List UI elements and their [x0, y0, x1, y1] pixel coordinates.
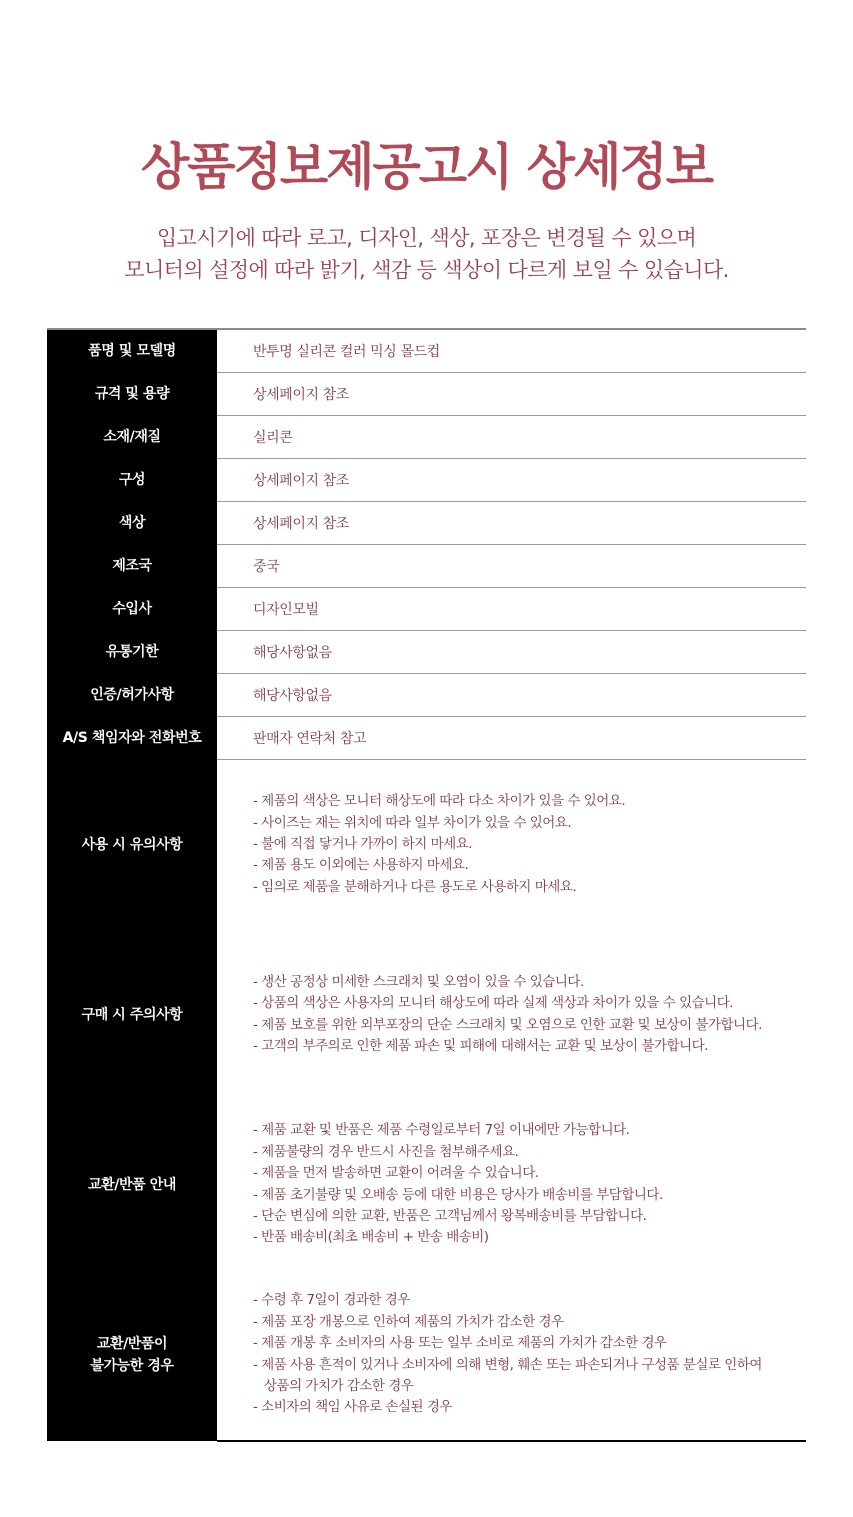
row-value: 상세페이지 참조 — [217, 373, 806, 416]
table-row — [47, 717, 806, 760]
table-row — [47, 373, 806, 416]
row-value: 상세페이지 참조 — [217, 502, 806, 545]
row-label: 인증/허가사항 — [47, 674, 217, 717]
row-label: 소재/재질 — [47, 416, 217, 459]
row-label: 구성 — [47, 459, 217, 502]
row-label: 제조국 — [47, 545, 217, 588]
exchange-unavailable-label-line-1: 교환/반품이 — [96, 1336, 168, 1352]
list-item: - 소비자의 책임 사유로 손실된 경우 — [253, 1399, 452, 1416]
table-row — [47, 502, 806, 545]
list-item: 상품의 가치가 감소한 경우 — [264, 1377, 414, 1394]
list-item: - 제품을 먼저 발송하면 교환이 어려울 수 있습니다. — [253, 1165, 539, 1182]
exchange-guide-list — [217, 1100, 806, 1270]
product-info-table — [47, 328, 806, 1442]
row-value: 판매자 연락처 참고 — [217, 717, 806, 760]
table-row — [47, 416, 806, 459]
row-label: 규격 및 용량 — [47, 373, 217, 416]
usage-notes-row — [47, 760, 806, 930]
notice-subtitle — [0, 222, 853, 286]
exchange-unavailable-label-line-2: 불가능한 경우 — [90, 1358, 174, 1374]
row-value: 반투명 실리콘 컬러 믹싱 몰드컵 — [217, 329, 806, 373]
list-item: - 생산 공정상 미세한 스크래치 및 오염이 있을 수 있습니다. — [253, 973, 584, 990]
list-item: - 사이즈는 재는 위치에 따라 일부 차이가 있을 수 있어요. — [253, 814, 572, 831]
list-item: - 제품의 색상은 모니터 해상도에 따라 다소 차이가 있을 수 있어요. — [253, 793, 626, 810]
list-item: - 제품 사용 흔적이 있거나 소비자에 의해 변형, 훼손 또는 파손되거나 구성품 분실로 인하여 — [253, 1356, 762, 1373]
usage-notes-label: 사용 시 유의사항 — [47, 760, 217, 930]
list-item: - 제품 초기불량 및 오배송 등에 대한 비용은 당사가 배송비를 부담합니다. — [253, 1186, 663, 1203]
list-item: - 상품의 색상은 사용자의 모니터 해상도에 따라 실제 색상과 차이가 있을 수 있습니다. — [253, 995, 734, 1012]
list-item: - 불에 직접 닿거나 가까이 하지 마세요. — [253, 836, 473, 853]
list-item: - 제품 개봉 후 소비자의 사용 또는 일부 소비로 제품의 가치가 감소한 경우 — [253, 1335, 667, 1352]
list-item: - 제품 용도 이외에는 사용하지 마세요. — [253, 857, 469, 874]
usage-notes-list — [217, 760, 806, 930]
table-row — [47, 545, 806, 588]
row-value: 디자인모빌 — [217, 588, 806, 631]
row-value: 실리콘 — [217, 416, 806, 459]
list-item: - 임의로 제품을 분해하거나 다른 용도로 사용하지 마세요. — [253, 878, 577, 895]
table-row — [47, 588, 806, 631]
list-item: - 반품 배송비(최초 배송비 + 반송 배송비) — [253, 1229, 489, 1246]
table-row — [47, 674, 806, 717]
exchange-guide-label: 교환/반품 안내 — [47, 1100, 217, 1270]
row-value: 상세페이지 참조 — [217, 459, 806, 502]
exchange-guide-row — [47, 1100, 806, 1270]
exchange-unavailable-label — [47, 1270, 217, 1441]
list-item: - 수령 후 7일이 경과한 경우 — [253, 1292, 410, 1309]
notice-line-2: 모니터의 설정에 따라 밝기, 색감 등 색상이 다르게 보일 수 있습니다. — [124, 258, 729, 282]
list-item: - 고객의 부주의로 인한 제품 파손 및 피해에 대해서는 교환 및 보상이 불가합니다. — [253, 1037, 708, 1054]
purchase-notes-row — [47, 930, 806, 1100]
row-label: 색상 — [47, 502, 217, 545]
purchase-notes-label: 구매 시 주의사항 — [47, 930, 217, 1100]
page-title: 상품정보제공고시 상세정보 — [140, 138, 712, 196]
row-value: 중국 — [217, 545, 806, 588]
list-item: - 제품 교환 및 반품은 제품 수령일로부터 7일 이내에만 가능합니다. — [253, 1122, 630, 1139]
row-label: 수입사 — [47, 588, 217, 631]
list-item: - 단순 변심에 의한 교환, 반품은 고객님께서 왕복배송비를 부담합니다. — [253, 1207, 647, 1224]
row-label: 유통기한 — [47, 631, 217, 674]
list-item: - 제품불량의 경우 반드시 사진을 첨부해주세요. — [253, 1143, 519, 1160]
row-value: 해당사항없음 — [217, 674, 806, 717]
table-row — [47, 329, 806, 373]
table-row — [47, 459, 806, 502]
row-value: 해당사항없음 — [217, 631, 806, 674]
exchange-unavailable-row — [47, 1270, 806, 1441]
exchange-unavailable-list — [217, 1270, 806, 1441]
row-label: A/S 책임자와 전화번호 — [47, 717, 217, 760]
list-item: - 제품 보호를 위한 외부포장의 단순 스크래치 및 오염으로 인한 교환 및 보상이 불가합니다. — [253, 1016, 762, 1033]
table-row — [47, 631, 806, 674]
purchase-notes-list — [217, 930, 806, 1100]
list-item: - 제품 포장 개봉으로 인하여 제품의 가치가 감소한 경우 — [253, 1313, 564, 1330]
notice-line-1: 입고시기에 따라 로고, 디자인, 색상, 포장은 변경될 수 있으며 — [156, 226, 697, 250]
row-label: 품명 및 모델명 — [47, 329, 217, 373]
